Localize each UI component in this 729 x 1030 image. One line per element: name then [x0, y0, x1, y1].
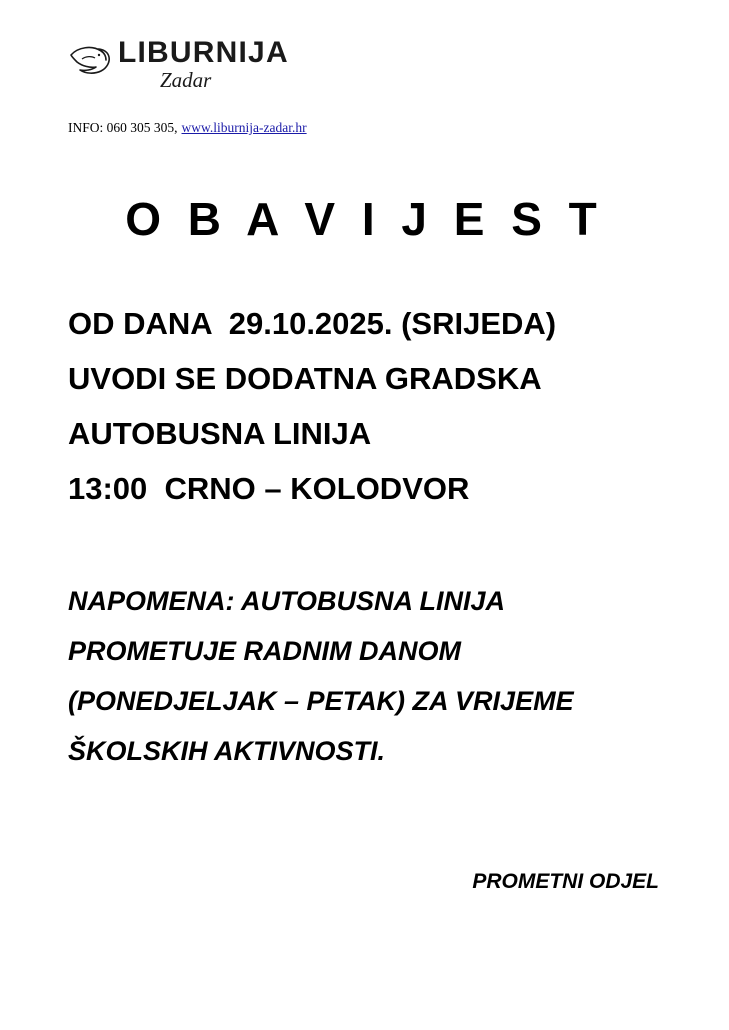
- signature-department: PROMETNI ODJEL: [472, 870, 659, 893]
- letterhead: [68, 38, 668, 100]
- note-line: ŠKOLSKIH AKTIVNOSTI.: [68, 736, 386, 766]
- page-title: O B A V I J E S T: [125, 193, 604, 245]
- logo-wordmark: [118, 38, 289, 91]
- notice-body: [68, 296, 678, 516]
- body-line: AUTOBUSNA LINIJA: [68, 416, 372, 451]
- body-line: 13:00 CRNO – KOLODVOR: [68, 471, 470, 506]
- body-line: OD DANA 29.10.2025. (SRIJEDA): [68, 306, 557, 341]
- website-link[interactable]: www.liburnija-zadar.hr: [181, 120, 307, 135]
- dolphin-icon: [68, 42, 112, 82]
- note-line: PROMETUJE RADNIM DANOM: [68, 636, 462, 666]
- body-line: UVODI SE DODATNA GRADSKA: [68, 361, 542, 396]
- contact-info: [68, 120, 307, 136]
- logo-brand-text: LIBURNIJA: [118, 36, 289, 69]
- contact-phone-label: INFO: 060 305 305,: [68, 120, 178, 135]
- notice-note: [68, 576, 688, 776]
- note-line: (PONEDJELJAK – PETAK) ZA VRIJEME: [68, 686, 574, 716]
- logo-city-text: Zadar: [160, 68, 212, 92]
- company-logo: [68, 38, 668, 100]
- note-line: NAPOMENA: AUTOBUSNA LINIJA: [68, 586, 506, 616]
